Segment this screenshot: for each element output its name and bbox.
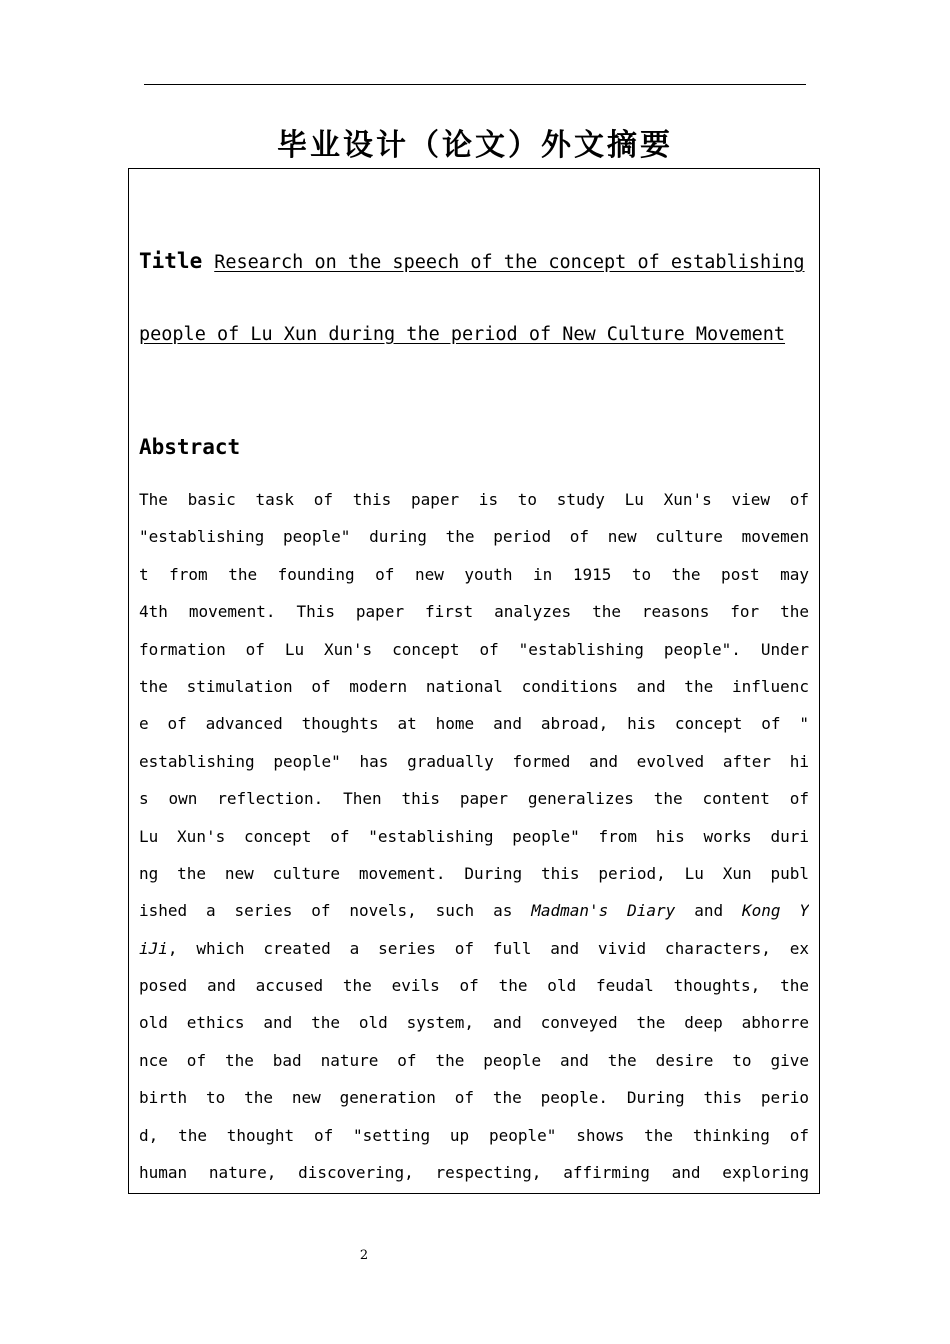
abstract-line: 4th movement. This paper first analyzes the reasons for the bbox=[139, 602, 809, 622]
page-heading: 毕业设计（论文）外文摘要 bbox=[277, 128, 673, 163]
abstract-label: Abstract bbox=[139, 435, 241, 459]
line-text: , which created a series of full and vivid characters, ex bbox=[167, 938, 809, 958]
abstract-line: Lu Xun's concept of "establishing people" from his works duri bbox=[139, 826, 809, 846]
abstract-line: The basic task of this paper is to study Lu Xun's view of bbox=[139, 490, 809, 509]
title-line-2 bbox=[139, 324, 785, 345]
page-number: 2 bbox=[359, 1248, 369, 1263]
abstract-line: the stimulation of modern national conditions and the influenc bbox=[139, 676, 809, 696]
abstract-line: old ethics and the old system, and conveyed the deep abhorre bbox=[139, 1013, 809, 1033]
abstract-line: d, the thought of "setting up people" shows the thinking of bbox=[139, 1125, 809, 1145]
abstract-body bbox=[139, 488, 809, 1198]
header-rule bbox=[144, 84, 806, 85]
abstract-line: formation of Lu Xun's concept of "establishing people". Under bbox=[139, 639, 809, 659]
abstract-line: birth to the new generation of the people. During this perio bbox=[139, 1088, 809, 1108]
abstract-line: s own reflection. Then this paper generalizes the content of bbox=[139, 789, 809, 809]
novel-title-kong-yiji-part2: iJi bbox=[139, 938, 168, 958]
title-label: Title bbox=[139, 249, 203, 273]
title-text-1: Research on the speech of the concept of establishing bbox=[214, 252, 805, 273]
line-text: and bbox=[675, 901, 742, 921]
novel-title-kong-yiji-part1: Kong Y bbox=[741, 901, 809, 921]
abstract-line: "establishing people" during the period of new culture movemen bbox=[139, 527, 809, 547]
abstract-line: t from the founding of new youth in 1915 to the post may bbox=[139, 564, 809, 584]
abstract-line: e of advanced thoughts at home and abroad, his concept of " bbox=[139, 714, 809, 734]
abstract-line: establishing people" has gradually formed and evolved after hi bbox=[139, 751, 809, 771]
novel-title-madmans-diary: Madman's Diary bbox=[531, 901, 676, 921]
abstract-line-with-titles bbox=[139, 899, 809, 936]
abstract-line: ng the new culture movement. During this period, Lu Xun publ bbox=[139, 863, 809, 883]
abstract-line: nce of the bad nature of the people and the desire to give bbox=[139, 1050, 809, 1070]
title-text-2: people of Lu Xun during the period of New Culture Movement bbox=[139, 324, 786, 345]
title-line-1 bbox=[139, 249, 805, 273]
abstract-line: human nature, discovering, respecting, affirming and exploring bbox=[139, 1163, 809, 1183]
line-text: ished a series of novels, such as bbox=[139, 901, 532, 921]
abstract-line: posed and accused the evils of the old feudal thoughts, the bbox=[139, 976, 809, 996]
abstract-line-with-titles bbox=[139, 937, 809, 974]
abstract-frame bbox=[128, 168, 820, 1194]
